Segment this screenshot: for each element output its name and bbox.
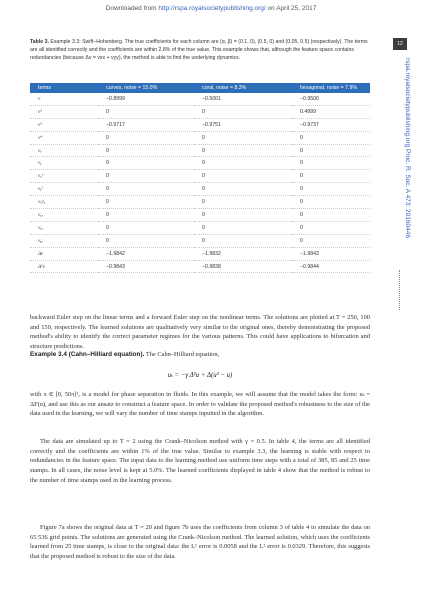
term-cell: v	[30, 93, 98, 105]
coefficient-cell: 0	[194, 234, 292, 247]
table-row	[30, 118, 370, 131]
paragraph-1: backward Euler step on the linear terms and a forward Euler step on the nonlinear terms. The solutions are plotted at T = 250, 100 and 150, respectively. The learned solutions are qualitatively very similar to the original ones, thereby demonstrating the proposed method's ability to identify the correct parameter regimes for the various patterns. This could have applications to bifurcation and structure predictions.	[30, 314, 370, 351]
table-row	[30, 196, 370, 209]
side-divider	[399, 270, 402, 310]
coefficient-cell: 0	[98, 131, 194, 144]
coefficient-cell: 0	[194, 196, 292, 209]
header-terms: terms	[38, 85, 51, 91]
cahn-hilliard-equation: uₜ = −γ Δ²u + Δ(u³ − u)	[167, 372, 233, 379]
term-cell: vᵧ	[30, 157, 98, 170]
table-row	[30, 247, 370, 260]
table-row	[30, 105, 370, 118]
coefficient-cell: 0	[292, 157, 370, 170]
table-row	[30, 183, 370, 196]
page-number: 12	[393, 38, 407, 50]
coefficient-cell: 0	[292, 209, 370, 222]
term-cell: v³	[30, 118, 98, 131]
table-row	[30, 93, 370, 105]
example-heading	[30, 350, 370, 360]
coefficient-cell: 0	[98, 221, 194, 234]
table-row	[30, 209, 370, 222]
header-curves: curves, noise = 15.0%	[106, 85, 158, 91]
table-caption	[30, 38, 370, 63]
coefficient-cell: 0	[292, 183, 370, 196]
term-cell: vₓvᵧ	[30, 196, 98, 209]
term-cell: vₓ²	[30, 170, 98, 183]
example-title: Example 3.4 (Cahn–Hilliard equation).	[30, 351, 145, 358]
table-row	[30, 260, 370, 273]
coefficient-cell: −0.9737	[292, 118, 370, 131]
term-cell: Δv	[30, 247, 98, 260]
coefficient-cell: 0	[98, 105, 194, 118]
table-row	[30, 157, 370, 170]
coefficient-cell: 0	[194, 144, 292, 157]
coefficients-table	[30, 83, 370, 273]
journal-citation[interactable]: rspa.royalsocietypublishing.org Proc. R. Soc. A 473: 20160446	[404, 58, 411, 238]
coefficient-cell: 0	[194, 183, 292, 196]
term-cell: vₓ	[30, 144, 98, 157]
download-prefix: Downloaded from	[105, 5, 159, 12]
table-row	[30, 131, 370, 144]
table-row	[30, 221, 370, 234]
coefficient-cell: 0	[194, 209, 292, 222]
coefficient-cell: 0	[292, 170, 370, 183]
coefficient-cell: −1.9843	[292, 247, 370, 260]
table-header-row	[30, 83, 370, 93]
coefficient-cell: 0.4999	[292, 105, 370, 118]
coefficient-cell: 0	[194, 157, 292, 170]
paragraph-4: Figure 7a shows the original data at T = 20 and figure 7b uses the coefficients from column 3 of table 4 to simulate the data on 65 536 grid points. The solutions are generated using the Crank–Nicolson method. The learned solution, which uses the coefficients learned from 25 time stamps, is close to the original data: the L¹ error is 0.0058 and the L² error is 0.0329. Therefore, this suggests that the proposed method is robust to the size of the data.	[30, 524, 370, 561]
coefficient-cell: −0.9500	[292, 93, 370, 105]
coefficient-cell: 0	[194, 105, 292, 118]
coefficient-cell: −1.9832	[194, 247, 292, 260]
term-cell: v⁴	[30, 131, 98, 144]
coefficient-cell: 0	[194, 170, 292, 183]
coefficient-cell: −0.8999	[98, 93, 194, 105]
coefficient-cell: −0.9843	[98, 260, 194, 273]
coefficient-cell: −0.9844	[292, 260, 370, 273]
coefficient-cell: −0.5001	[194, 93, 292, 105]
coefficient-cell: 0	[292, 131, 370, 144]
coefficient-cell: 0	[98, 209, 194, 222]
coefficient-cell: 0	[98, 170, 194, 183]
header-hexagonal: hexagonal, noise = 7.9%	[300, 85, 357, 91]
term-cell: v²	[30, 105, 98, 118]
term-cell: vᵧᵧ	[30, 234, 98, 247]
coefficient-cell: 0	[98, 183, 194, 196]
coefficient-cell: 0	[98, 144, 194, 157]
coefficient-cell: −0.9751	[194, 118, 292, 131]
coefficient-cell: 0	[292, 234, 370, 247]
coefficient-cell: −0.9717	[98, 118, 194, 131]
download-link[interactable]: http://rspa.royalsocietypublishing.org/	[158, 5, 266, 12]
coefficient-cell: 0	[98, 157, 194, 170]
header-coral: coral, noise = 8.3%	[202, 85, 247, 91]
table-row	[30, 170, 370, 183]
coefficient-cell: 0	[194, 131, 292, 144]
coefficient-cell: 0	[194, 221, 292, 234]
caption-text: Example 3.3: Swift–Hohenberg. The true coefficients for each column are (α, β) = (0.1, 0), (0.5, 0) and (0.05, 0.5) (respectively). The terms are all identified correctly and the coefficients are within 2.8% of the true value. This example shows that, although the feature space contains redundancies (because Δv = vxx + vyy), the method is able to find the underlying dynamics.	[30, 39, 368, 62]
term-cell: vᵧ²	[30, 183, 98, 196]
coefficient-cell: 0	[292, 221, 370, 234]
download-suffix: on April 25, 2017	[265, 5, 317, 12]
coefficient-cell: 0	[292, 196, 370, 209]
term-cell: vₓᵧ	[30, 221, 98, 234]
coefficient-cell: 0	[98, 196, 194, 209]
term-cell: vₓₓ	[30, 209, 98, 222]
term-cell: Δ²v	[30, 260, 98, 273]
coefficient-cell: −1.9842	[98, 247, 194, 260]
coefficient-cell: 0	[98, 234, 194, 247]
caption-label: Table 3.	[30, 39, 49, 45]
download-notice	[0, 5, 422, 12]
paragraph-2: with x ∈ [0, 50π]², is a model for phase separation in fluids. In this example, we will assume that the model takes the form: uₜ = ΔF(u), and use this as our ansatz to construct a feature space. In order to validate the proposed method's robustness to the size of the data used in the learning, we will vary the number of time stamps inputted in the algorithm.	[30, 391, 370, 418]
table-row	[30, 234, 370, 247]
paragraph-3: The data are simulated up to T = 2 using the Crank–Nicolson method with γ = 0.5. In table 4, the terms are all identified correctly and the coefficients are within 1% of the true value. Similar to example 3.3, the learning is stable with respect to redundancies in the feature space. The input data to the learning method use uniform time steps with a total of 385, 85 and 25 time stamps. In all cases, the noise level is kept at 5.0%. The learned coefficients displayed in table 4 show that the method is robust to the number of time stamps used in the learning process.	[30, 438, 370, 484]
table-row	[30, 144, 370, 157]
coefficient-cell: 0	[292, 144, 370, 157]
coefficient-cell: −0.9838	[194, 260, 292, 273]
example-intro: The Cahn–Hilliard equation,	[144, 351, 220, 358]
